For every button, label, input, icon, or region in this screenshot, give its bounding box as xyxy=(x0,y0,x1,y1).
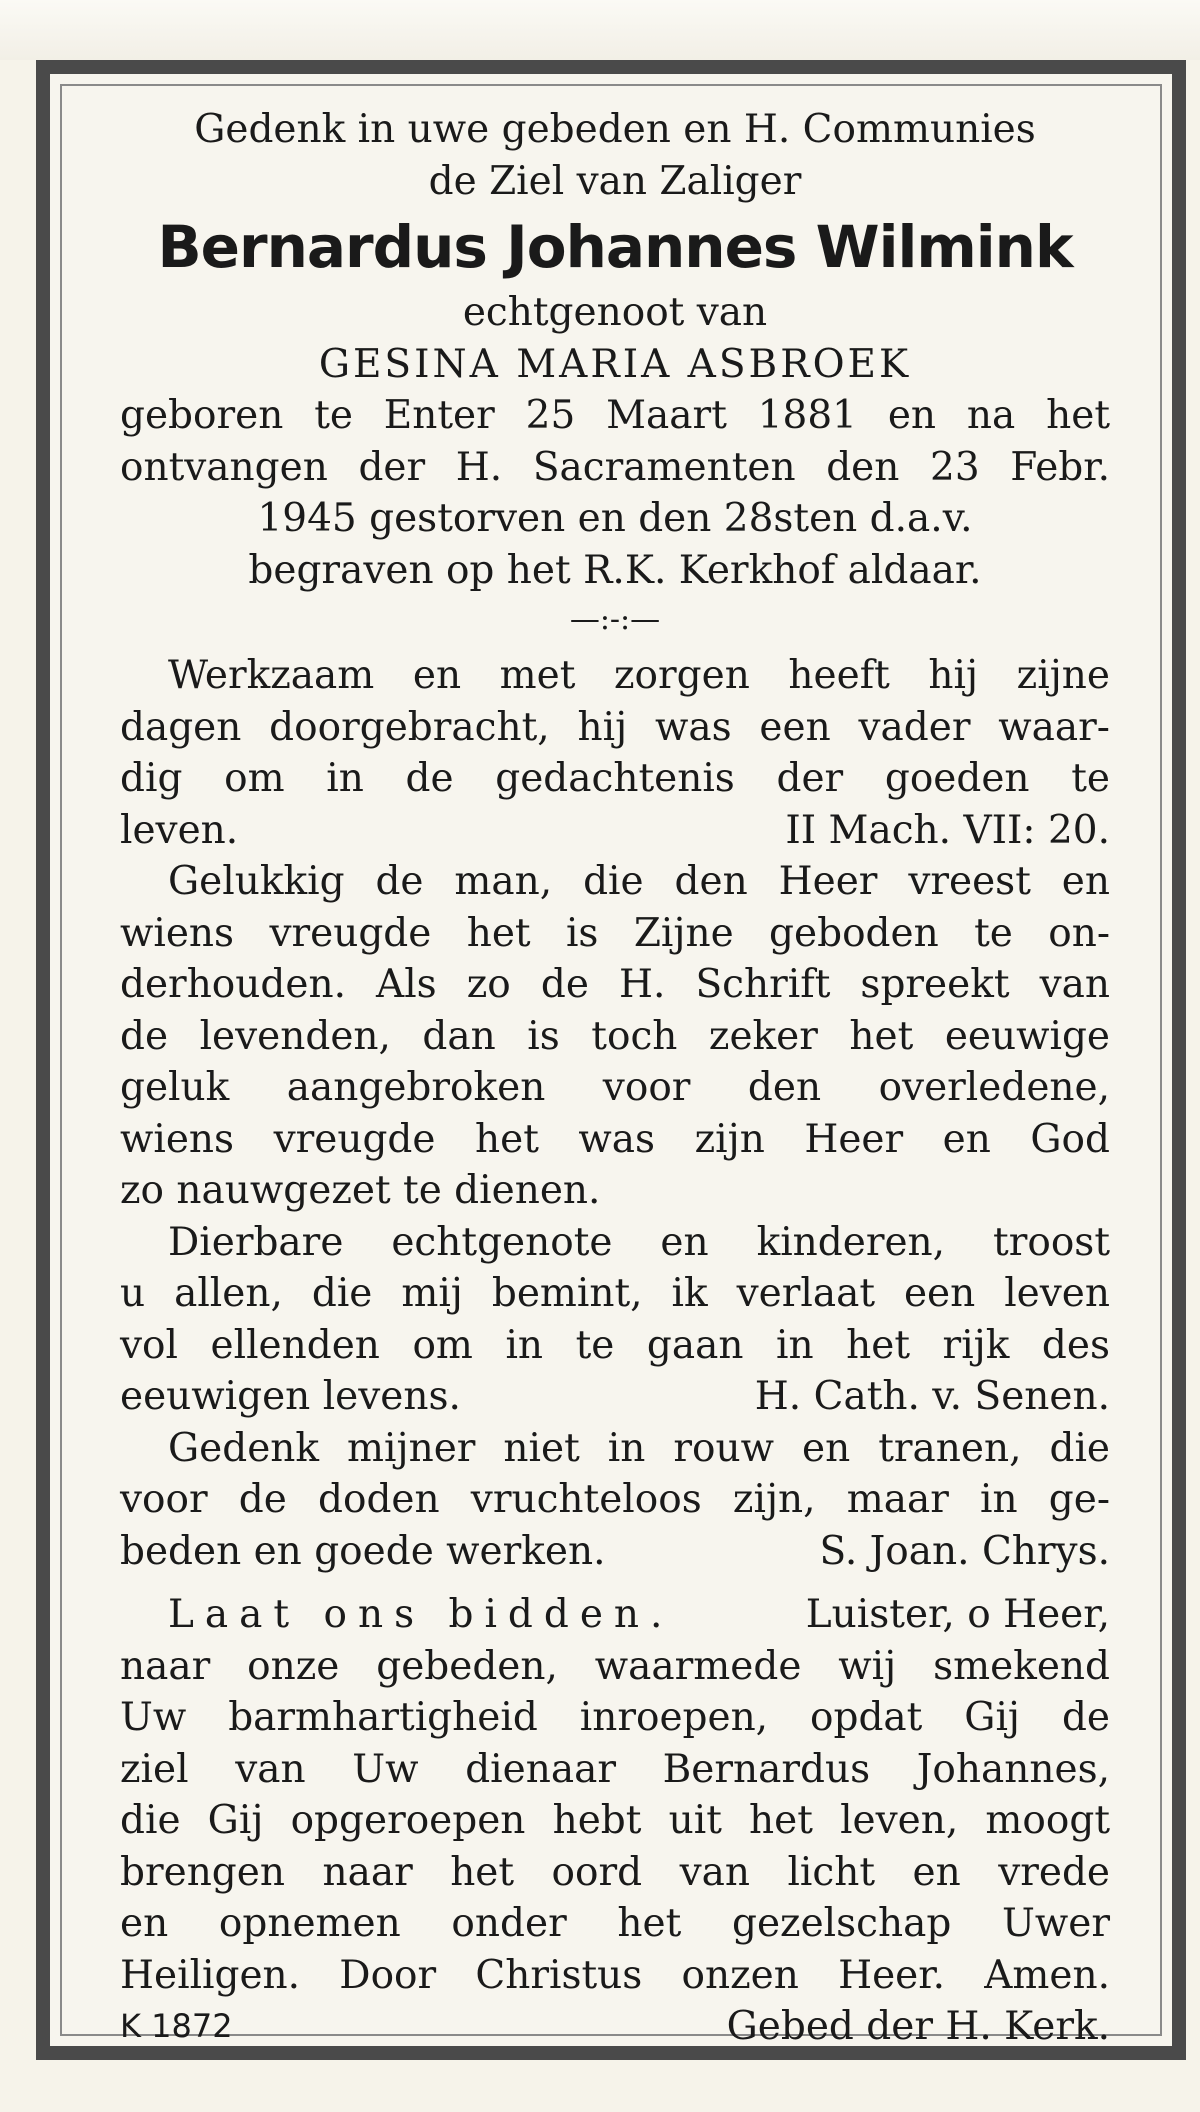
footer-line xyxy=(120,2001,1110,2053)
citation: H. Cath. v. Senen. xyxy=(754,1374,1110,1419)
soul-line: de Ziel van Zaliger xyxy=(428,158,802,204)
prayer-heading: Laat ons bidden. xyxy=(168,1592,674,1637)
burial-line: begraven op het R.K. Kerkhof aldaar. xyxy=(248,547,982,593)
text-line: voor de doden vruchteloos zijn, maar in ge- xyxy=(120,1477,1110,1522)
sacraments-line: ontvangen der H. Sacramenten den 23 Febr. xyxy=(120,444,1110,490)
text-line: Uw barmhartigheid inroepen, opdat Gij de xyxy=(120,1695,1110,1740)
text-line-with-citation xyxy=(120,805,1110,857)
text-line: brengen naar het oord van licht en vrede xyxy=(120,1849,1110,1895)
text-fragment: leven. xyxy=(120,807,239,853)
spouse-intro: echtgenoot van xyxy=(462,290,768,335)
text-fragment: eeuwigen levens. xyxy=(120,1374,461,1419)
prayer-opening xyxy=(120,1589,1110,1641)
text-line: Gelukkig de man, die den Heer vreest en xyxy=(168,859,1110,904)
card-text xyxy=(120,104,1110,2053)
text-line: dagen doorgebracht, hij was een vader waar- xyxy=(120,704,1110,750)
memorial-card xyxy=(36,60,1186,2060)
text-line: dig om in de gedachtenis der goeden te xyxy=(120,756,1110,801)
invocation-line: Gedenk in uwe gebeden en H. Communies xyxy=(194,107,1036,152)
text-line: wiens vreugde het is Zijne geboden te on- xyxy=(120,910,1110,956)
text-line: wiens vreugde het was zijn Heer en God xyxy=(120,1116,1110,1162)
birth-line: geboren te Enter 25 Maart 1881 en na het xyxy=(120,393,1110,438)
citation: S. Joan. Chrys. xyxy=(819,1528,1110,1574)
text-line-with-citation xyxy=(120,1526,1110,1578)
deceased-name: Bernardus Johannes Wilmink xyxy=(157,213,1073,281)
text-line: naar onze gebeden, waarmede wij smekend xyxy=(120,1643,1110,1689)
text-line: Gedenk mijner niet in rouw en tranen, die xyxy=(168,1425,1110,1471)
death-line: 1945 gestorven en den 28sten d.a.v. xyxy=(257,496,973,541)
text-line: die Gij opgeroepen hebt uit het leven, moogt xyxy=(120,1798,1110,1843)
ornament-divider: —:-:— xyxy=(569,602,661,637)
text-line: zo nauwgezet te dienen. xyxy=(120,1168,601,1213)
citation: II Mach. VII: 20. xyxy=(785,807,1110,853)
text-line: ziel van Uw dienaar Bernardus Johannes, xyxy=(120,1746,1110,1792)
text-line: de levenden, dan is toch zeker het eeuwige xyxy=(120,1013,1110,1059)
text-line: u allen, die mij bemint, ik verlaat een leven xyxy=(120,1271,1110,1316)
text-line: vol ellenden om in te gaan in het rijk des xyxy=(120,1322,1110,1368)
scan-background xyxy=(0,0,1200,60)
prayer-source: Gebed der H. Kerk. xyxy=(726,2004,1110,2049)
text-line: en opnemen onder het gezelschap Uwer xyxy=(120,1901,1110,1946)
text-fragment: Luister, o Heer, xyxy=(805,1592,1110,1637)
text-line: Werkzaam en met zorgen heeft hij zijne xyxy=(168,653,1110,698)
text-fragment: beden en goede werken. xyxy=(120,1528,606,1574)
text-line-with-citation xyxy=(120,1371,1110,1423)
catalog-reference: K 1872 xyxy=(120,2007,233,2045)
spouse-name: GESINA MARIA ASBROEK xyxy=(318,341,912,387)
text-line: derhouden. Als zo de H. Schrift spreekt van xyxy=(120,962,1110,1007)
text-line: Heiligen. Door Christus onzen Heer. Amen. xyxy=(120,1952,1110,1998)
text-line: geluk aangebroken voor den overledene, xyxy=(120,1065,1110,1110)
text-line: Dierbare echtgenote en kinderen, troost xyxy=(168,1219,1110,1265)
